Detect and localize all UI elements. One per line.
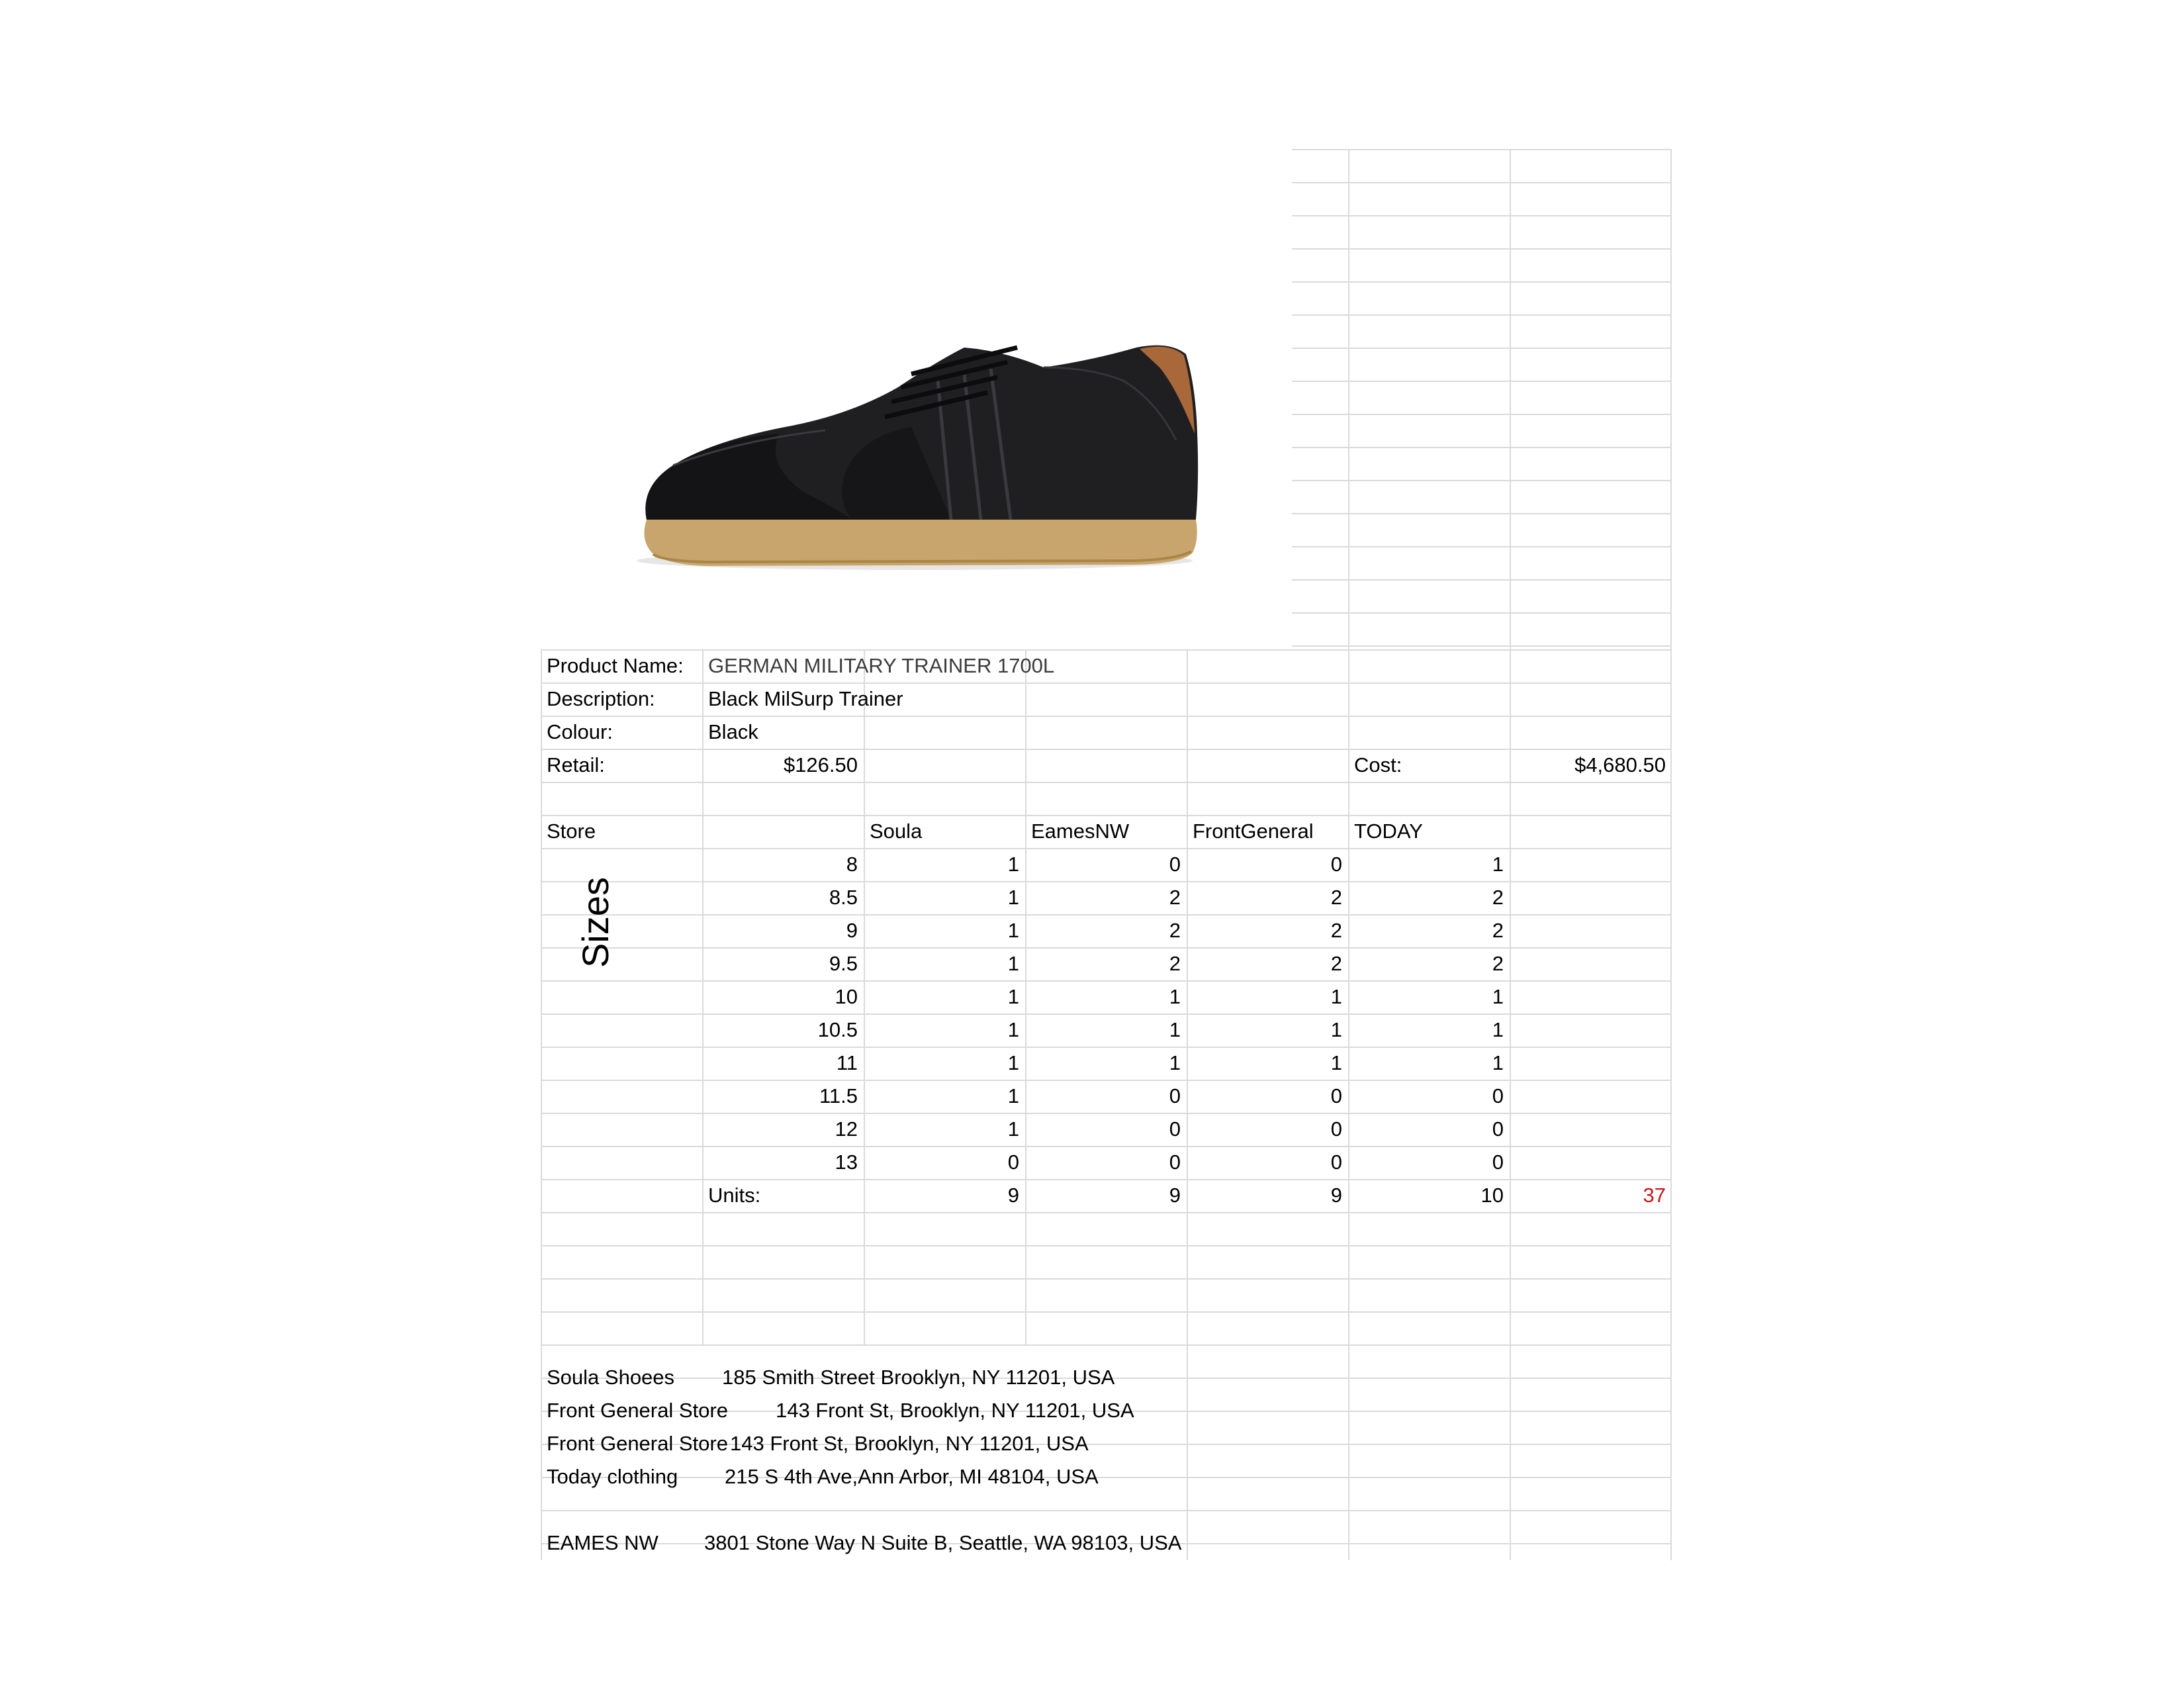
store-column-header: Soula: [870, 820, 923, 843]
stock-count-cell: 0: [1492, 1117, 1504, 1141]
store-address: 185 Smith Street Brooklyn, NY 11201, USA: [722, 1366, 1115, 1389]
gridline: [1510, 149, 1511, 1560]
store-address-name: Soula Shoees: [547, 1366, 675, 1389]
stock-count-cell: 1: [1330, 1018, 1342, 1041]
stock-count-cell: 0: [1007, 1150, 1019, 1174]
gridline: [541, 1212, 1672, 1213]
stock-count-cell: 2: [1169, 952, 1181, 975]
stock-count-cell: 2: [1169, 886, 1181, 909]
stock-count-cell: 1: [1007, 919, 1019, 942]
stock-count-cell: 1: [1492, 985, 1504, 1008]
size-cell: 8: [846, 853, 858, 876]
stock-count-cell: 2: [1492, 886, 1504, 909]
stock-count-cell: 2: [1330, 886, 1342, 909]
store-address: 143 Front St, Brooklyn, NY 11201, USA: [776, 1399, 1134, 1422]
stock-count-cell: 1: [1007, 1084, 1019, 1107]
gridline: [1289, 546, 1672, 547]
description-label: Description:: [547, 687, 655, 710]
stock-count-cell: 1: [1169, 1018, 1181, 1041]
store-address-name: Front General Store: [547, 1399, 728, 1422]
gridline: [541, 1245, 1672, 1246]
cost-label: Cost:: [1354, 753, 1402, 776]
units-total-cell: 9: [1007, 1184, 1019, 1207]
store-address-name: Today clothing: [547, 1465, 678, 1488]
store-address: 143 Front St, Brooklyn, NY 11201, USA: [730, 1432, 1089, 1455]
gridline: [541, 1278, 1672, 1280]
size-cell: 11: [836, 1051, 858, 1074]
stock-count-cell: 1: [1007, 853, 1019, 876]
gridline: [1289, 248, 1672, 250]
colour-label: Colour:: [547, 720, 613, 743]
gridline: [1289, 612, 1672, 614]
stock-count-cell: 1: [1169, 1051, 1181, 1074]
gridline: [1289, 579, 1672, 581]
gridline: [1289, 314, 1672, 316]
size-cell: 11.5: [819, 1084, 858, 1107]
store-column-header: TODAY: [1354, 820, 1423, 843]
size-cell: 10: [835, 985, 858, 1008]
stock-count-cell: 0: [1330, 1084, 1342, 1107]
stock-count-cell: 1: [1492, 1051, 1504, 1074]
store-address-name: Front General Store: [547, 1432, 728, 1455]
stock-count-cell: 1: [1492, 1018, 1504, 1041]
gridline: [1289, 281, 1672, 283]
store-header-label: Store: [547, 820, 596, 843]
stock-count-cell: 2: [1169, 919, 1181, 942]
stock-count-cell: 0: [1169, 1084, 1181, 1107]
gridline: [541, 1311, 1672, 1313]
stock-count-cell: 2: [1330, 919, 1342, 942]
colour-value: Black: [708, 720, 758, 743]
stock-count-cell: 0: [1492, 1084, 1504, 1107]
store-address: 215 S 4th Ave,Ann Arbor, MI 48104, USA: [725, 1465, 1099, 1488]
units-total-cell: 9: [1330, 1184, 1342, 1207]
sizes-label: [541, 856, 702, 988]
stock-count-cell: 1: [1007, 952, 1019, 975]
size-cell: 13: [835, 1150, 858, 1174]
stock-count-cell: 1: [1007, 886, 1019, 909]
stock-count-cell: 1: [1007, 1018, 1019, 1041]
sizes-label-text: Sizes: [574, 876, 616, 968]
stock-count-cell: 1: [1330, 1051, 1342, 1074]
store-column-header: FrontGeneral: [1193, 820, 1314, 843]
grand-total-units: 37: [1643, 1184, 1666, 1207]
product-name-value: GERMAN MILITARY TRAINER 1700L: [708, 654, 1055, 677]
size-cell: 8.5: [829, 886, 858, 909]
spreadsheet-page: [541, 149, 1672, 1560]
stock-count-cell: 0: [1492, 1150, 1504, 1174]
stock-count-cell: 0: [1169, 853, 1181, 876]
stock-count-cell: 1: [1007, 985, 1019, 1008]
cost-value: $4,680.50: [1574, 753, 1666, 776]
gridline: [541, 782, 1672, 783]
stock-count-cell: 1: [1007, 1051, 1019, 1074]
stock-count-cell: 1: [1492, 853, 1504, 876]
gridline: [1670, 149, 1672, 1560]
retail-value: $126.50: [783, 753, 858, 776]
stock-count-cell: 1: [1169, 985, 1181, 1008]
size-cell: 10.5: [817, 1018, 858, 1041]
stock-count-cell: 2: [1492, 952, 1504, 975]
sneaker-icon: [541, 149, 1292, 649]
gridline: [1289, 414, 1672, 415]
stock-count-cell: 0: [1330, 853, 1342, 876]
product-image-area: [541, 149, 1292, 649]
size-cell: 12: [835, 1117, 858, 1141]
gridline: [1289, 381, 1672, 382]
product-name-label: Product Name:: [547, 654, 684, 677]
gridline: [1289, 348, 1672, 349]
gridline: [1289, 513, 1672, 514]
stock-count-cell: 1: [1330, 985, 1342, 1008]
gridline: [541, 1510, 1672, 1511]
store-address-name: EAMES NW: [547, 1531, 659, 1554]
stock-count-cell: 0: [1169, 1150, 1181, 1174]
stock-count-cell: 0: [1169, 1117, 1181, 1141]
size-cell: 9.5: [829, 952, 858, 975]
stock-count-cell: 1: [1007, 1117, 1019, 1141]
stock-count-cell: 0: [1330, 1117, 1342, 1141]
gridline: [541, 1344, 1672, 1346]
gridline: [1289, 480, 1672, 481]
retail-label: Retail:: [547, 753, 605, 776]
description-value: Black MilSurp Trainer: [708, 687, 903, 710]
gridline: [1289, 645, 1672, 647]
store-address: 3801 Stone Way N Suite B, Seattle, WA 98103, USA: [704, 1531, 1182, 1554]
units-label: Units:: [708, 1184, 761, 1207]
gridline: [1289, 447, 1672, 448]
stock-count-cell: 2: [1330, 952, 1342, 975]
store-column-header: EamesNW: [1031, 820, 1130, 843]
stock-count-cell: 2: [1492, 919, 1504, 942]
gridline: [1289, 215, 1672, 216]
stock-count-cell: 0: [1330, 1150, 1342, 1174]
size-cell: 9: [846, 919, 858, 942]
units-total-cell: 10: [1480, 1184, 1504, 1207]
units-total-cell: 9: [1169, 1184, 1181, 1207]
